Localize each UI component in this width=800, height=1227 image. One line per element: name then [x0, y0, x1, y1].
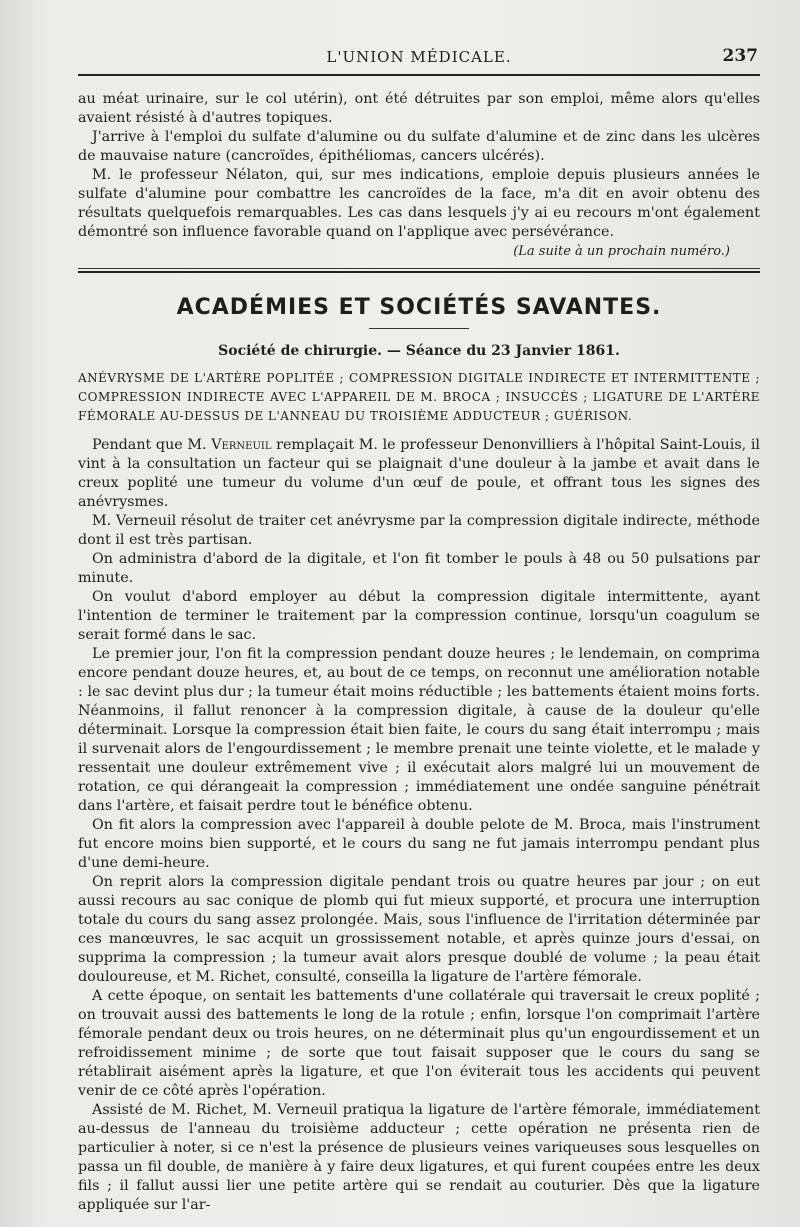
paragraph: Pendant que M. Verneuil remplaçait M. le professeur Denonvilliers à l'hôpital Saint-Louis, il vint à la consultation un facteur qui se plaignait d'une douleur à la jambe et avait dans le creux poplité une tumeur du volume d'un œuf de poule, et offrant tous les signes des anévrysmes.: [78, 437, 760, 510]
paragraph: On reprit alors la compression digitale pendant trois ou quatre heures par jour ; on eut aussi recours au sac conique de plomb qui fut mieux supporté, et procura une interruption totale du cours du sang assez prolongée. Mais, sous l'influence de l'irritation déterminée par ces manœuvres, le sac acquit un grossissement notable, et après quinze jours d'essai, on supprima la compression ; la tumeur avait alors presque doublé de volume ; la peau était douloureuse, et M. Richet, consulté, conseilla la ligature de l'artère fémorale.: [78, 874, 760, 985]
author-name: Verneuil: [211, 437, 272, 453]
paragraph: M. Verneuil résolut de traiter cet anévrysme par la compression digitale indirecte, méthode dont il est très partisan.: [78, 513, 760, 548]
paragraph: On administra d'abord de la digitale, et l'on fit tomber le pouls à 48 ou 50 pulsations par minute.: [78, 551, 760, 586]
paragraph: On fit alors la compression avec l'appareil à double pelote de M. Broca, mais l'instrument fut encore moins bien supporté, et le cours du sang ne fut jamais interrompu pendant plus d'une demi-heure.: [78, 817, 760, 871]
section-rule: [78, 268, 760, 273]
intro-text: [78, 90, 760, 262]
section-title: ACADÉMIES ET SOCIÉTÉS SAVANTES.: [176, 295, 662, 320]
continuation-note: (La suite à un prochain numéro.): [513, 244, 730, 259]
paragraph: A cette époque, on sentait les battements d'une collatérale qui traversait le creux poplité ; on trouvait aussi des battements le long de la rotule ; enfin, lorsque l'on comprimait l'artère fémorale pendant deux ou trois heures, on ne déterminait plus qu'un engourdissement et un refroidissement minime ; de sorte que tout faisait supposer que le cours du sang se rétablirait aisément après la ligature, et que l'on éviterait tous les accidents qui peuvent venir de ce côté après l'opération.: [78, 988, 760, 1099]
header-rule: [78, 74, 760, 76]
paragraph: M. le professeur Nélaton, qui, sur mes indications, emploie depuis plusieurs années le sulfate d'alumine pour combattre les cancroïdes de la face, m'a dit en avoir obtenu des résultats quelquefois remarquables. Les cas dans lesquels j'y ai eu recours m'ont également démontré son influence favorable quand on l'applique avec persévérance.: [78, 167, 760, 240]
short-rule: [369, 328, 469, 329]
case-heading: ANÉVRYSME DE L'ARTÈRE POPLITÉE ; COMPRESSION DIGITALE INDIRECTE ET INTERMITTENTE ; COMPRESSION INDIRECTE AVEC L'APPAREIL DE M. BROCA ; INSUCCÈS ; LIGATURE DE L'ARTÈRE FÉMORALE AU-DESSUS DE L'ANNEAU DU TROISIÈME ADDUCTEUR ; GUÉRISON.: [78, 371, 760, 423]
journal-title: L'UNION MÉDICALE.: [326, 48, 512, 66]
running-head: [78, 42, 760, 72]
paragraph: On voulut d'abord employer au début la compression digitale intermittente, ayant l'intention de terminer le traitement par la compression continue, lorsqu'un coagulum se serait formé dans le sac.: [78, 589, 760, 643]
paragraph: J'arrive à l'emploi du sulfate d'alumine ou du sulfate d'alumine et de zinc dans les ulcères de mauvaise nature (cancroïdes, épithéliomas, cancers ulcérés).: [78, 129, 760, 164]
page-number: 237: [722, 46, 758, 66]
paragraph: Le premier jour, l'on fit la compression pendant douze heures ; le lendemain, on comprima encore pendant douze heures, et, au bout de ce temps, on reconnut une amélioration notable : le sac devint plus dur ; la tumeur était moins réductible ; les battements étaient moins forts. Néanmoins, il fallut renoncer à la compression digitale, à cause de la douleur qu'elle déterminait. Lorsque la compression était bien faite, le cours du sang était interrompu ; mais il survenait alors de l'engourdissement ; le membre prenait une teinte violette, et le malade y ressentait une douleur extrêmement vive ; il exécutait alors malgré lui un mouvement de rotation, ce qui dérangeait la compression ; immédiatement une ondée sanguine pénétrait dans l'artère, et faisait perdre tout le bénéfice obtenu.: [78, 646, 760, 814]
paragraph: Assisté de M. Richet, M. Verneuil pratiqua la ligature de l'artère fémorale, immédiatement au-dessus de l'anneau du troisième adducteur ; cette opération ne présenta rien de particulier à noter, si ce n'est la présence de plusieurs veines variqueuses sous lesquelles on passa un fil double, de manière à y faire deux ligatures, et qui furent coupées entre les deux fils ; il fallut aussi lier une petite artère qui se rendait au couturier. Dès que la ligature appliquée sur l'ar-: [78, 1102, 760, 1213]
session-line: Société de chirurgie. — Séance du 23 Janvier 1861.: [218, 343, 620, 359]
paragraph: au méat urinaire, sur le col utérin), ont été détruites par son emploi, même alors qu'elles avaient résisté à d'autres topiques.: [78, 91, 760, 126]
article-body: [78, 436, 760, 1215]
